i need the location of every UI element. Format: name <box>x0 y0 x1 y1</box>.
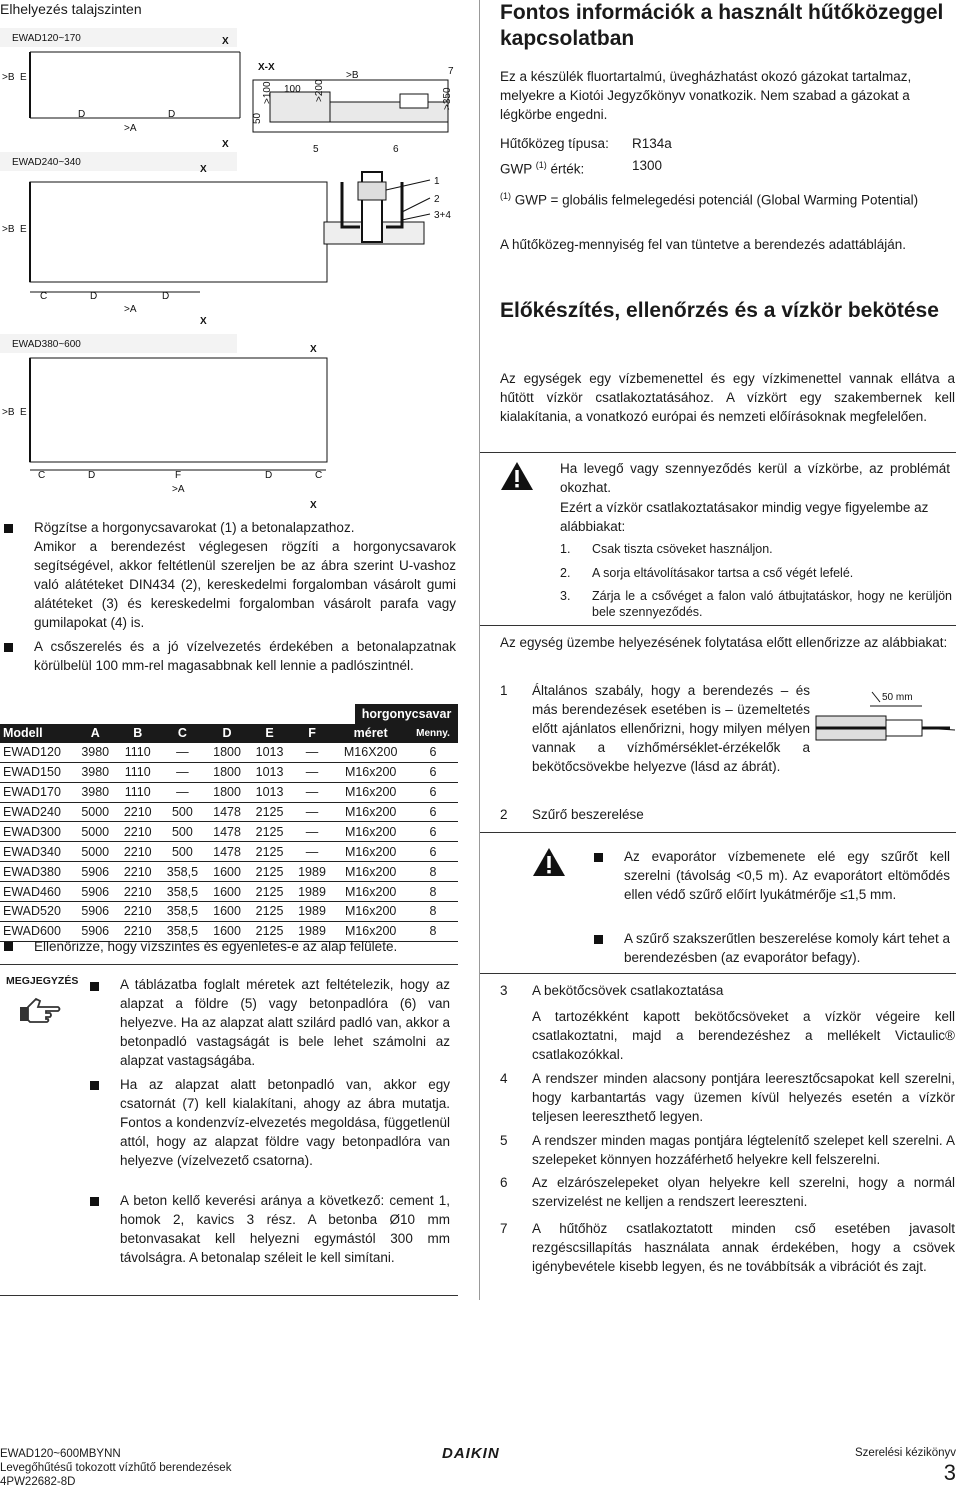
table-cell: 2125 <box>248 842 290 862</box>
diag2-d1: D <box>90 291 98 302</box>
refrigerant-intro: Ez a készülék fluortartalmú, üvegházhatást okozó gázokat tartalmaz, melyekre a Kiotói Jegyzőkönyv vonatkozik. Nem szabad a gázokat a légkörbe engedni. <box>500 69 912 122</box>
note-2: Ha az alapzat alatt betonpadló van, akkor egy csatornát (7) kell kialakítani, ahogy az ábra mutatja. Fontos a kondenzvíz-elvezetés megoldása, függetlenül attól, hogy az alapzat földre vagy betonpadlóra van helyezve (vízelvezető csatorna). <box>120 1077 450 1168</box>
sec-b: >B <box>346 70 359 81</box>
warning-1-item2: A sorja eltávolításakor tartsa a cső végét lefelé. <box>592 566 854 580</box>
warning-icon <box>500 461 534 491</box>
refrigerant-type-label: Hűtőközeg típusa: <box>500 136 609 151</box>
bullet-icon <box>4 524 13 533</box>
table-cell: 3980 <box>74 762 116 782</box>
table-cell: 2210 <box>116 862 158 882</box>
table-cell: 6 <box>408 743 458 762</box>
table-row <box>0 802 458 822</box>
table-cell: M16x200 <box>333 882 408 902</box>
table-cell: 6 <box>408 782 458 802</box>
diag2-x-bottom: X <box>200 316 207 327</box>
table-cell: EWAD340 <box>0 842 74 862</box>
table-row <box>0 762 458 782</box>
footer-manual: Szerelési kézikönyv <box>855 1447 956 1459</box>
water-circuit-intro: Az egységek egy vízbemenettel és egy vízkimenettel vannak ellátva a hűtött vízkör csatlakoztatásához. A vízkört egy szakembernek kell kialakítania, a vonatkozó európai és nemzeti előírásoknak megfelelően. <box>500 371 955 424</box>
item-1-text: Általános szabály, hogy a berendezés – és más berendezések esetében is – üzemeltetés előtt ajánlatos ellenőrizni, hogy milyen mélyen vannak a vízhőmérséklet-érzékelők a bekötőcsövekbe helyezve (lásd az ábrát). <box>532 683 810 774</box>
sec-34: 3+4 <box>434 210 451 221</box>
sec-6: 6 <box>393 144 399 155</box>
col-header: A <box>74 724 116 743</box>
table-cell: 5906 <box>74 902 116 922</box>
diag3-c2: C <box>315 470 323 481</box>
table-cell: 5000 <box>74 842 116 862</box>
table-cell: M16x200 <box>333 782 408 802</box>
table-cell: 5906 <box>74 862 116 882</box>
footer-left <box>0 1447 231 1489</box>
bullet-icon <box>594 853 603 862</box>
sec-2: 2 <box>434 194 440 205</box>
diag1-e: E <box>20 72 27 83</box>
table-cell: 6 <box>408 822 458 842</box>
section-title: Elhelyezés talajszinten <box>0 1 142 17</box>
list-item-number: 5 <box>500 1133 508 1148</box>
table-cell: EWAD460 <box>0 882 74 902</box>
sec-7: 7 <box>448 66 454 77</box>
table-cell: EWAD300 <box>0 822 74 842</box>
pre-check-intro: Az egység üzembe helyezésének folytatása előtt ellenőrizze az alábbiakat: <box>500 635 948 650</box>
table-row <box>0 822 458 842</box>
table-cell: 5906 <box>74 882 116 902</box>
table-row <box>0 902 458 922</box>
table-cell: 2125 <box>248 902 290 922</box>
foundation-diagrams <box>0 22 470 512</box>
diag3-d1: D <box>88 470 96 481</box>
table-cell: 1110 <box>116 782 158 802</box>
diag2-a: >A <box>124 304 137 315</box>
diag3-model: EWAD380~600 <box>12 339 81 350</box>
table-cell: M16X200 <box>333 743 408 762</box>
warning-box-2 <box>480 832 956 974</box>
item-2-text: Szűrő beszerelése <box>532 807 644 822</box>
table-cell: 1800 <box>206 782 248 802</box>
bullet-1-a: Rögzítse a horgonycsavarokat (1) a betonalapzathoz. <box>34 520 355 535</box>
heading-refrigerant: Fontos információk a használt hűtőközeggel kapcsolatban <box>500 1 944 50</box>
diag3-x-top: X <box>310 344 317 355</box>
bullet-1-b: Amikor a berendezést véglegesen rögzíti a horgonycsavarok segítségével, akkor feltétlenül szereljen be az ábra szerint U-vashoz való alátéteket DIN434 (2), kereskedelmi forgalomban vásárolt gumi alátéteket (3) és kereskedelmi forgalomban vásárolt parafa vagy gumilapokat (4) is. <box>34 539 456 630</box>
diag3-c1: C <box>38 470 46 481</box>
sec-xx: X-X <box>258 62 275 73</box>
sec-50: 50 <box>252 112 263 124</box>
note-box <box>0 964 458 1296</box>
bullet-icon <box>4 942 13 951</box>
sec-200: >200 <box>314 79 325 102</box>
list-item-number: 4 <box>500 1071 508 1086</box>
sec-100: 100 <box>284 84 301 95</box>
diag1-model: EWAD120~170 <box>12 33 81 44</box>
table-cell: 2125 <box>248 822 290 842</box>
table-cell: 2210 <box>116 882 158 902</box>
footer-desc: Levegőhűtésű tokozott vízhűtő berendezések <box>0 1462 232 1474</box>
check-text: Ellenőrizze, hogy vízszintes és egyenletes-e az alap felülete. <box>34 939 398 954</box>
table-row <box>0 862 458 882</box>
table-row <box>0 882 458 902</box>
table-cell: 1600 <box>206 902 248 922</box>
diag2-x-top: X <box>200 164 207 175</box>
table-cell: 8 <box>408 862 458 882</box>
table-cell: EWAD380 <box>0 862 74 882</box>
table-cell: EWAD520 <box>0 902 74 922</box>
list-item: A hűtőhöz csatlakoztatott minden cső esetében javasolt rezgéscsillapítás használata annak érdekében, hogy a csövek igénybevétele kisebb legyen, és ne továbbítsák a vibrációt és zajt. <box>532 1221 955 1274</box>
table-cell: M16x200 <box>333 842 408 862</box>
bullet-icon <box>90 982 99 991</box>
refrigerant-amount-note: A hűtőközeg-mennyiség fel van tüntetve a berendezés adattábláján. <box>500 237 907 252</box>
table-cell: 1478 <box>206 842 248 862</box>
diag2-model: EWAD240~340 <box>12 157 81 168</box>
warning-1-n1: 1. <box>560 542 571 556</box>
table-cell: 2125 <box>248 882 290 902</box>
table-cell: 2210 <box>116 902 158 922</box>
diag1-b: >B <box>2 72 15 83</box>
table-cell: — <box>159 743 206 762</box>
diag1-a: >A <box>124 123 137 134</box>
diag1-d2: D <box>168 109 176 120</box>
col-header: Menny. <box>408 724 458 743</box>
pipe-label: 50 mm <box>882 692 913 703</box>
diag2-d2: D <box>162 291 170 302</box>
table-cell: — <box>291 822 333 842</box>
table-cell: 1600 <box>206 862 248 882</box>
table-cell: 6 <box>408 802 458 822</box>
table-header-top: horgonycsavar <box>355 704 458 724</box>
diag1-x-bottom: X <box>222 139 229 150</box>
table-cell: 1478 <box>206 822 248 842</box>
table-cell: 6 <box>408 842 458 862</box>
list-item: A bekötőcsövek csatlakoztatása <box>532 983 724 998</box>
diag3-d2: D <box>265 470 273 481</box>
warning-1-n2: 2. <box>560 566 571 580</box>
table-cell: 358,5 <box>159 862 206 882</box>
diag3-e: E <box>20 407 27 418</box>
warning-2-b: A szűrő szakszerűtlen beszerelése komoly kárt tehet a berendezésben (az evaporátor befagy). <box>624 931 950 965</box>
diag1-x-top: X <box>222 36 229 47</box>
table-cell: EWAD150 <box>0 762 74 782</box>
diag1-d1: D <box>78 109 86 120</box>
bullet-2: A csőszerelés és a jó vízelvezetés érdekében a betonalapzatnak körülbelül 100 mm-rel magasabbnak kell lennie a padlószintnél. <box>34 639 456 673</box>
table-cell: — <box>291 842 333 862</box>
col-header: Modell <box>0 724 74 743</box>
table-cell: 1110 <box>116 762 158 782</box>
diag2-b: >B <box>2 224 15 235</box>
sec-350: >350 <box>442 87 453 110</box>
table-row <box>0 743 458 762</box>
table-cell: 1013 <box>248 743 290 762</box>
diag3-f: F <box>175 470 182 481</box>
table-cell: 1110 <box>116 743 158 762</box>
table-cell: EWAD170 <box>0 782 74 802</box>
table-cell: 1800 <box>206 743 248 762</box>
sec-5: 5 <box>313 144 319 155</box>
table-cell: M16x200 <box>333 921 408 941</box>
brand-logo: DAIKIN <box>442 1445 500 1462</box>
footer-model: EWAD120~600MBYNN <box>0 1448 121 1460</box>
table-cell: 2125 <box>248 862 290 882</box>
col-header: méret <box>333 724 408 743</box>
table-cell: 8 <box>408 882 458 902</box>
col-header: D <box>206 724 248 743</box>
table-cell: 2210 <box>116 802 158 822</box>
column-divider <box>479 0 480 1300</box>
table-cell: 8 <box>408 921 458 941</box>
col-header: B <box>116 724 158 743</box>
list-item-number: 6 <box>500 1175 508 1190</box>
warning-1-n3: 3. <box>560 589 571 603</box>
table-cell: 2210 <box>116 842 158 862</box>
list-item: A rendszer minden magas pontjára légtelenítő szelepet kell szerelni. A szelepeket könnyen hozzáférhető helyekre kell felszerelni. <box>532 1133 955 1167</box>
table-cell: 6 <box>408 762 458 782</box>
table-cell: 1989 <box>291 902 333 922</box>
table-cell: 1989 <box>291 862 333 882</box>
list-item-number: 7 <box>500 1221 508 1236</box>
item-1-number: 1 <box>500 683 508 698</box>
table-cell: 1013 <box>248 762 290 782</box>
table-cell: 1013 <box>248 782 290 802</box>
table-cell: — <box>291 762 333 782</box>
table-cell: — <box>291 802 333 822</box>
table-cell: 1478 <box>206 802 248 822</box>
bullet-icon <box>594 935 603 944</box>
diag3-a: >A <box>172 484 185 495</box>
table-cell: 3980 <box>74 743 116 762</box>
list-item-number: 3 <box>500 983 508 998</box>
table-cell: 500 <box>159 822 206 842</box>
warning-box-1 <box>480 452 956 626</box>
warning-1-text-b: Ezért a vízkör csatlakoztatásakor mindig vegye figyelembe az alábbiakat: <box>560 500 929 534</box>
list-item: Az elzárószelepeket olyan helyekre kell szerelni, hogy a normál szervizelést ne kelljen a rendszert leereszteni. <box>532 1175 955 1209</box>
table-row <box>0 842 458 862</box>
spec-table <box>0 704 458 942</box>
sec-1: 1 <box>434 176 440 187</box>
bullet-icon <box>90 1081 99 1090</box>
note-label: MEGJEGYZÉS <box>6 975 79 987</box>
table-cell: 1600 <box>206 882 248 902</box>
diag2-c: C <box>40 291 48 302</box>
table-cell: 5906 <box>74 921 116 941</box>
table-cell: 2125 <box>248 802 290 822</box>
sec-100gt: >100 <box>262 81 273 104</box>
table-cell: M16x200 <box>333 902 408 922</box>
table-cell: M16x200 <box>333 762 408 782</box>
heading-water-circuit: Előkészítés, ellenőrzés és a vízkör bekötése <box>500 299 939 322</box>
warning-1-item3: Zárja le a csővéget a falon való átbujtatáskor, hogy ne kerüljön bele szennyeződés. <box>592 589 952 619</box>
table-cell: 358,5 <box>159 882 206 902</box>
gwp-label: GWP $^{(1)}$ érték: <box>500 160 585 177</box>
table-row <box>0 782 458 802</box>
table-cell: EWAD120 <box>0 743 74 762</box>
pointing-hand-icon <box>18 995 62 1023</box>
table-cell: — <box>291 782 333 802</box>
sensor-depth-diagram <box>810 688 960 748</box>
table-cell: 358,5 <box>159 902 206 922</box>
page-number: 3 <box>943 1460 956 1485</box>
table-cell: EWAD600 <box>0 921 74 941</box>
table-cell: 8 <box>408 902 458 922</box>
table-cell: 500 <box>159 842 206 862</box>
diag3-b: >B <box>2 407 15 418</box>
item-2-number: 2 <box>500 807 508 822</box>
list-item: A tartozékként kapott bekötőcsöveket a vízkör végeire kell csatlakoztatni, majd a berendezéshez a mellékelt Victaulic® csatlakozókkal. <box>532 1009 955 1062</box>
col-header: E <box>248 724 290 743</box>
table-cell: 1989 <box>291 882 333 902</box>
table-cell: — <box>159 782 206 802</box>
bullet-icon <box>90 1197 99 1206</box>
warning-1-item1: Csak tiszta csöveket használjon. <box>592 542 773 556</box>
table-cell: 5000 <box>74 802 116 822</box>
table-cell: M16x200 <box>333 862 408 882</box>
table-cell: 2125 <box>248 921 290 941</box>
table-cell: 2210 <box>116 921 158 941</box>
col-header: F <box>291 724 333 743</box>
col-header: C <box>159 724 206 743</box>
diag2-e: E <box>20 224 27 235</box>
bullet-icon <box>4 643 13 652</box>
warning-2-a: Az evaporátor vízbemenete elé egy szűrőt kell szerelni (távolság <0,5 m). Az evaporátort eltömődés ellen védő szűrő előírt lyukátmérője ≤1,5 mm. <box>624 849 950 902</box>
table-cell: EWAD240 <box>0 802 74 822</box>
diag3-x-bottom: X <box>310 500 317 511</box>
table-cell: — <box>159 762 206 782</box>
footer-code: 4PW22682-8D <box>0 1476 76 1488</box>
warning-icon <box>532 847 566 877</box>
table-cell: 2210 <box>116 822 158 842</box>
note-1: A táblázatba foglalt méretek azt feltételezik, hogy az alapzat a földre (5) vagy betonpadlóra (6) van helyezve. Ha az alapzat alatt szilárd padló van, akkor a betonpadló vastagságát is bele lehet számolni az alapzat vastagságába. <box>120 977 450 1068</box>
table-cell: 1989 <box>291 921 333 941</box>
table-cell: 358,5 <box>159 921 206 941</box>
list-item: A rendszer minden alacsony pontjára leeresztőcsapokat kell szerelni, hogy karbantartás vagy üzemen kívül helyezés esetén a vízkör teljesen leereszthető legyen. <box>532 1071 955 1124</box>
table-cell: 1600 <box>206 921 248 941</box>
table-cell: M16x200 <box>333 802 408 822</box>
refrigerant-type-value: R134a <box>632 136 672 151</box>
warning-1-text-a: Ha levegő vagy szennyeződés kerül a vízkörbe, az problémát okozhat. <box>560 461 950 495</box>
table-cell: 3980 <box>74 782 116 802</box>
table-cell: — <box>291 743 333 762</box>
gwp-footnote: $^{(1)}$ GWP = globális felmelegedési potenciál (Global Warming Potential) <box>500 191 919 208</box>
table-cell: 500 <box>159 802 206 822</box>
note-3: A beton kellő keverési aránya a következő: cement 1, homok 2, kavics 3 rész. A betonba Ø10 mm betonvasakat kell helyezni egymástól 300 mm távolságra. A betonalap széleit le kell simítani. <box>120 1193 450 1265</box>
table-cell: M16x200 <box>333 822 408 842</box>
gwp-value: 1300 <box>632 158 663 173</box>
table-cell: 5000 <box>74 822 116 842</box>
table-cell: 1800 <box>206 762 248 782</box>
